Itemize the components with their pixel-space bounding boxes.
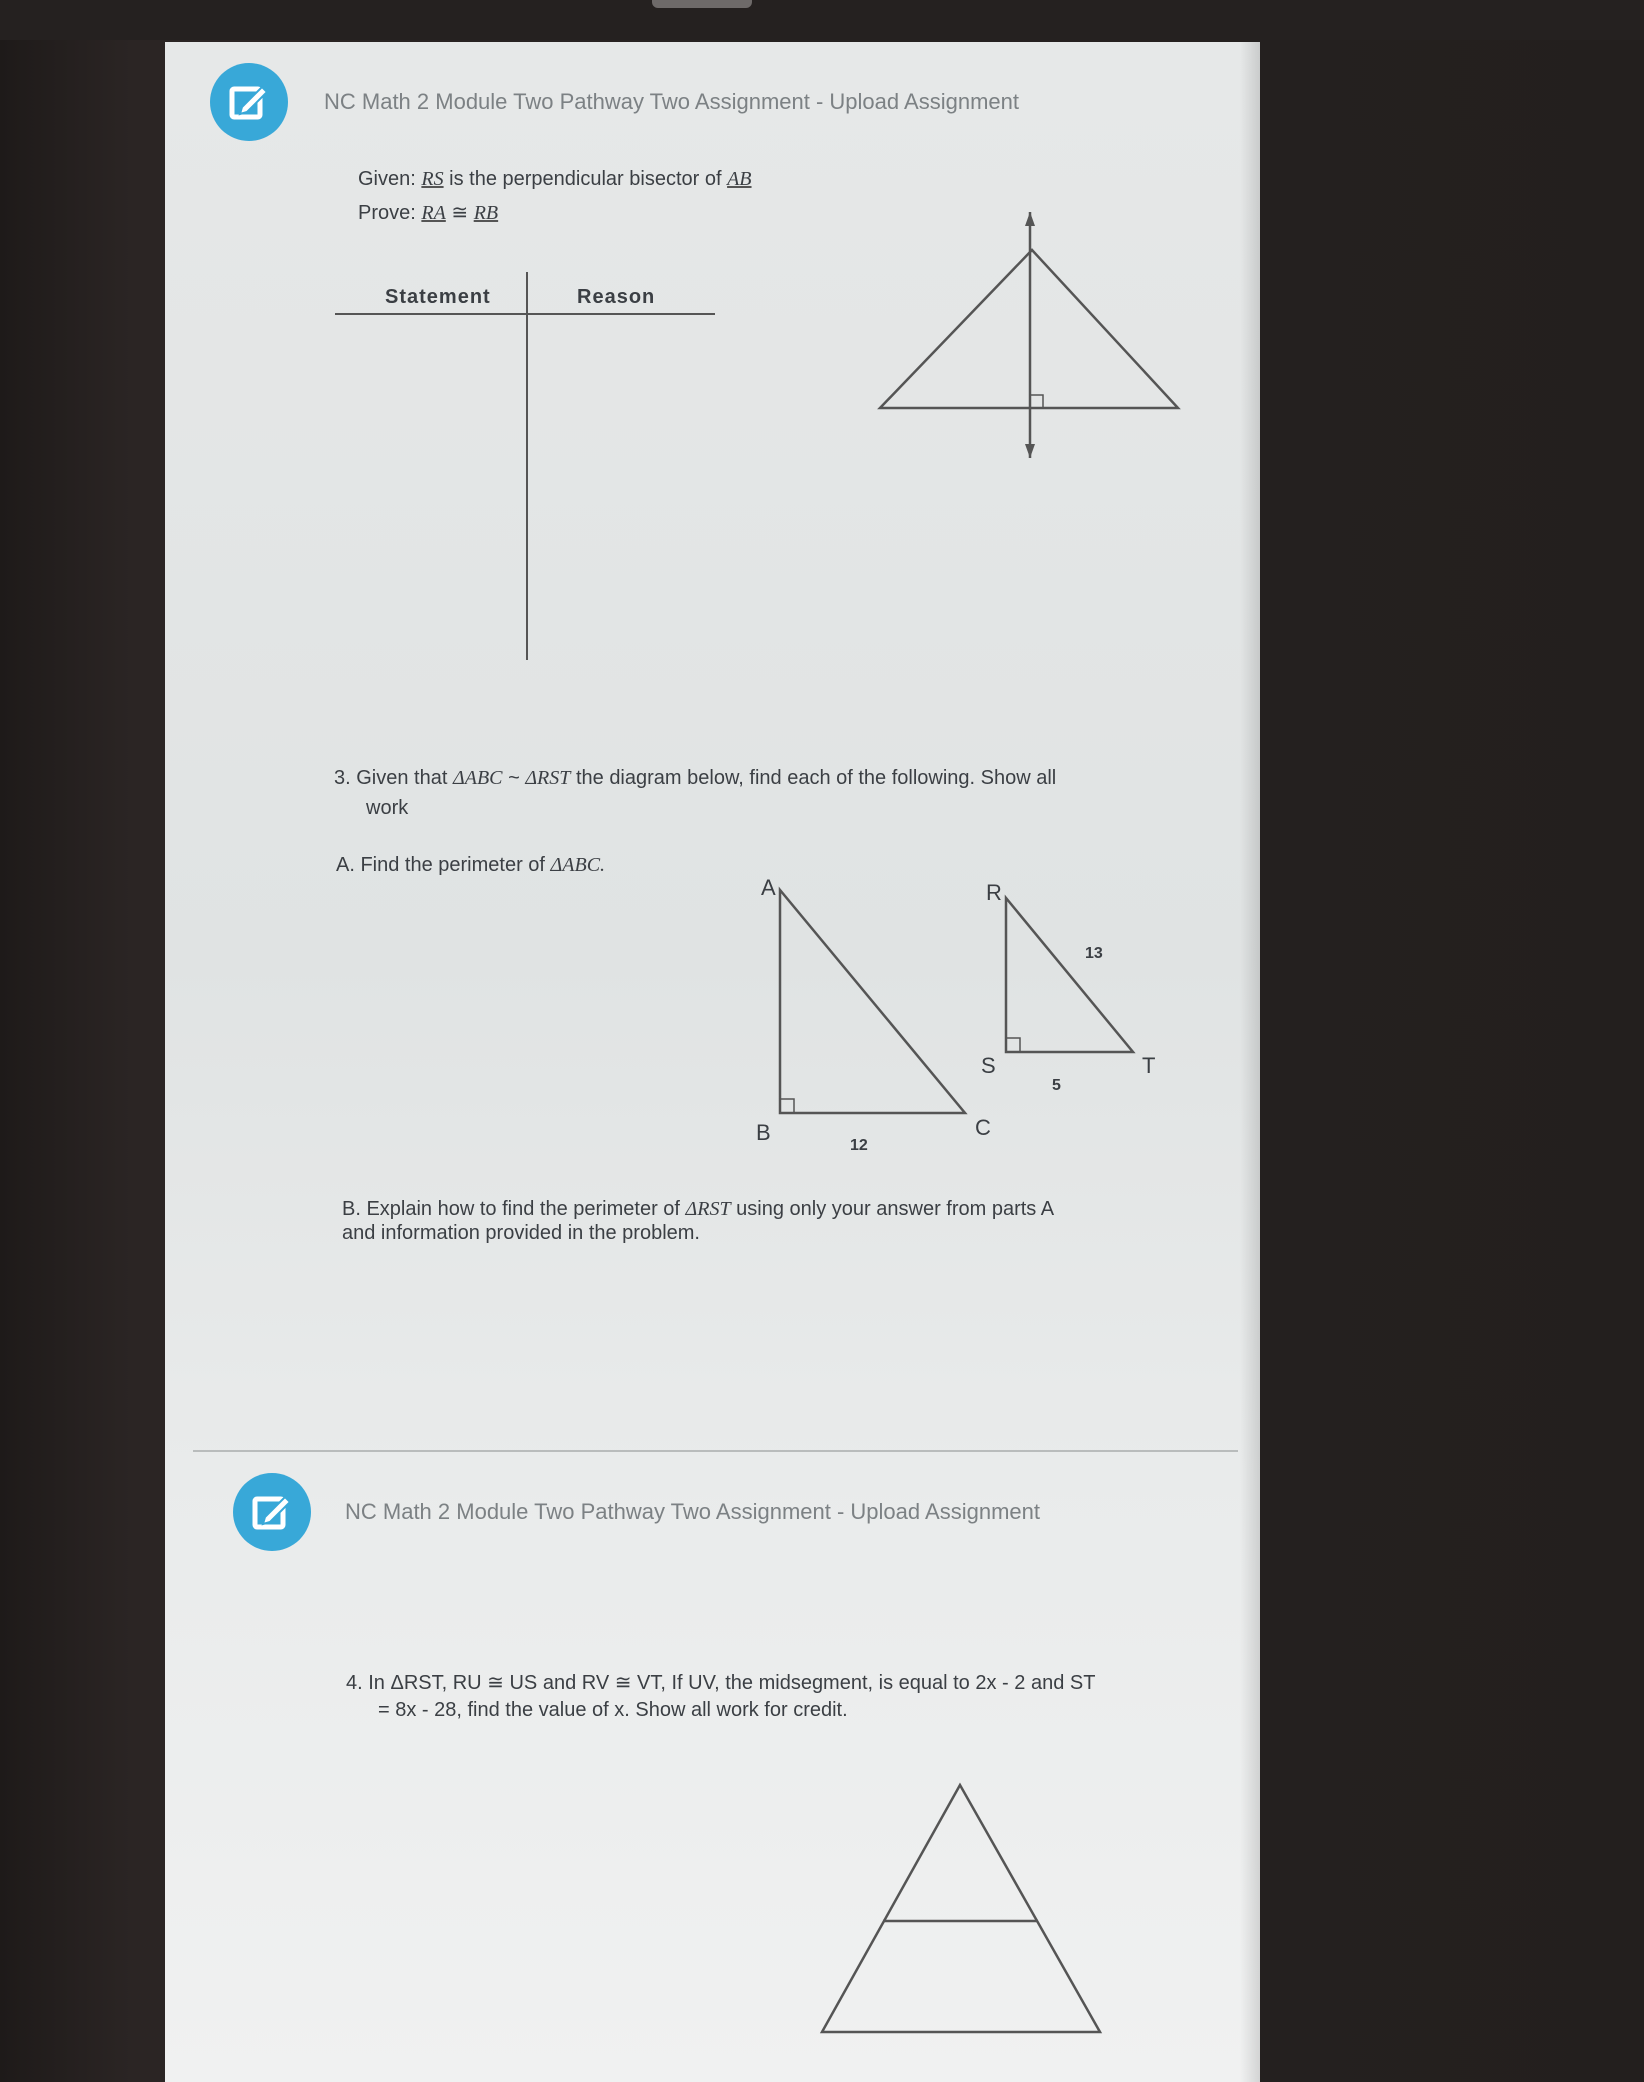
q3-number: 3. [334, 767, 351, 789]
q4-line2: = 8x - 28, find the value of x. Show all work for credit. [378, 1699, 848, 1721]
given-prefix: Given: [358, 168, 416, 190]
label-a: A [761, 875, 776, 900]
q3-line2: work [366, 797, 409, 819]
part-a-tri: ΔABC. [550, 854, 606, 876]
prove-prefix: Prove: [358, 202, 416, 224]
col-statement: Statement [385, 286, 491, 308]
given-seg-rs: RS [421, 168, 444, 190]
part-a-text: A. Find the perimeter of [336, 854, 545, 876]
assignment-title-2: NC Math 2 Module Two Pathway Two Assignment - Upload Assignment [345, 1499, 1040, 1524]
given-mid: is the perpendicular bisector of [449, 168, 722, 190]
q3-text-b: the diagram below, find each of the following. Show all [575, 767, 1057, 789]
label-r: R [986, 880, 1002, 905]
assignment-title: NC Math 2 Module Two Pathway Two Assignment - Upload Assignment [324, 89, 1019, 114]
congruent-symbol: ≅ [451, 202, 469, 224]
part-b-rest: using only your answer from parts A [736, 1198, 1055, 1220]
q4-line1: 4. In ΔRST, RU ≅ US and RV ≅ VT, If UV, the midsegment, is equal to 2x - 2 and ST [346, 1672, 1096, 1694]
prove-seg-rb: RB [473, 202, 499, 224]
label-s: S [981, 1053, 996, 1078]
label-t: T [1142, 1053, 1156, 1078]
prove-seg-ra: RA [421, 202, 446, 224]
part-b-text: B. Explain how to find the perimeter of [342, 1198, 680, 1220]
label-c: C [975, 1115, 991, 1140]
given-seg-ab: AB [727, 168, 752, 190]
col-reason: Reason [577, 286, 656, 308]
label-st-length: 5 [1052, 1077, 1061, 1094]
q3-part-b-line2: and information provided in the problem. [342, 1222, 700, 1244]
label-rt-length: 13 [1085, 945, 1103, 962]
label-b: B [756, 1120, 771, 1145]
part-b-tri: ΔRST [685, 1198, 731, 1220]
label-bc-length: 12 [850, 1137, 868, 1154]
q3-text-a: Given that [356, 767, 448, 789]
q3-tri1: ΔABC [452, 767, 503, 789]
similar-symbol: ~ [508, 767, 520, 789]
q3-tri2: ΔRST [525, 767, 571, 789]
